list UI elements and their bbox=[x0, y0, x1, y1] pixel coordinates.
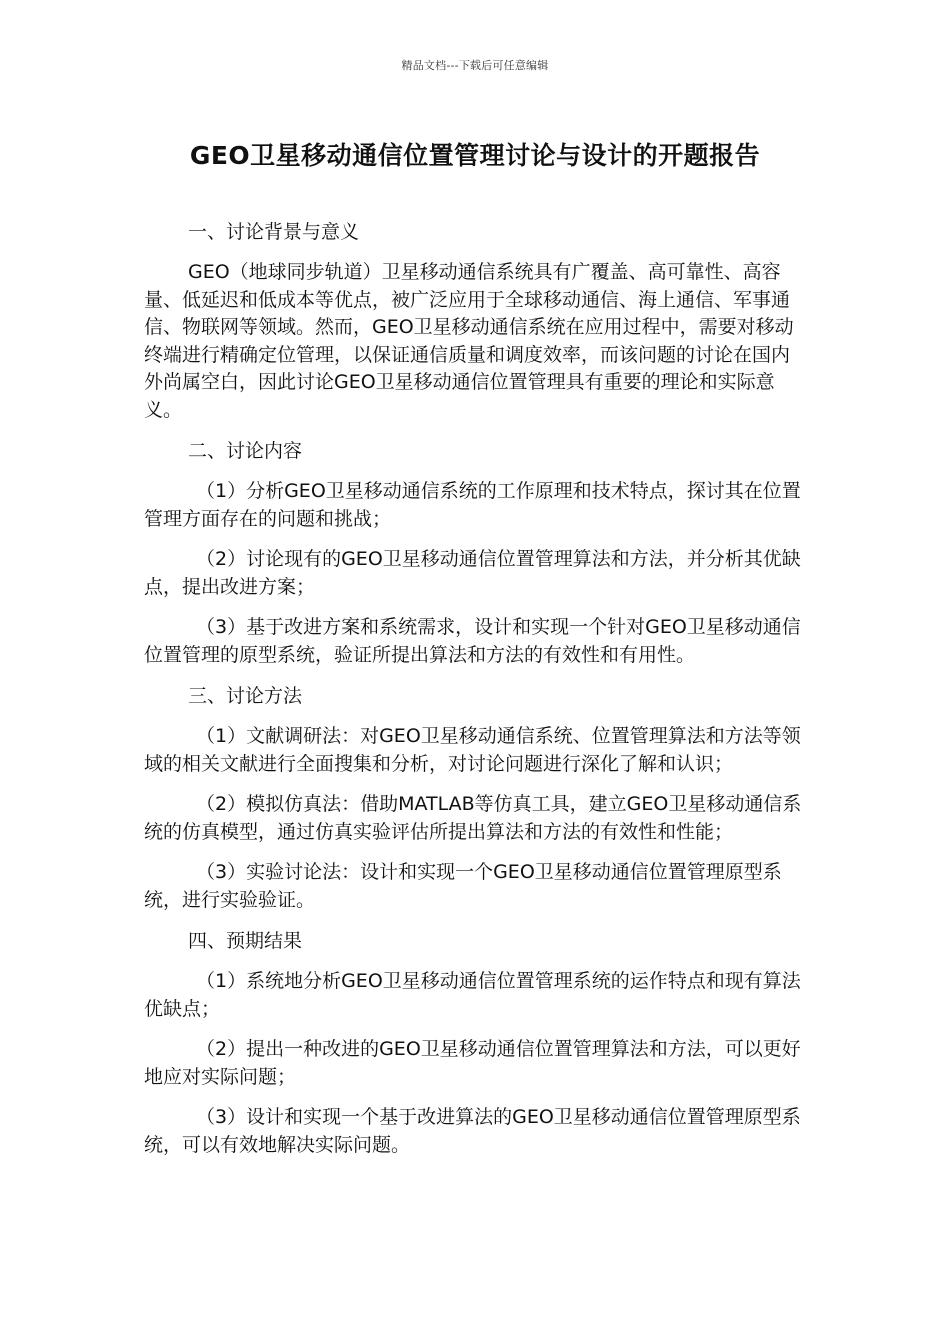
section-heading-methods: 三、讨论方法 bbox=[188, 685, 303, 707]
content-item-3: （3）基于改进方案和系统需求，设计和实现一个针对GEO卫星移动通信位置管理的原型系统，验证所提出算法和方法的有效性和有用性。 bbox=[144, 616, 801, 666]
method-item-3: （3）实验讨论法：设计和实现一个GEO卫星移动通信位置管理原型系统，进行实验验证。 bbox=[144, 861, 782, 911]
method-item-1: （1）文献调研法：对GEO卫星移动通信系统、位置管理算法和方法等领域的相关文献进行全面搜集和分析，对讨论问题进行深化了解和认识； bbox=[144, 725, 801, 775]
content-item-2: （2）讨论现有的GEO卫星移动通信位置管理算法和方法，并分析其优缺点，提出改进方案； bbox=[144, 548, 801, 598]
result-item-2: （2）提出一种改进的GEO卫星移动通信位置管理算法和方法，可以更好地应对实际问题； bbox=[144, 1038, 801, 1088]
section-heading-content: 二、讨论内容 bbox=[188, 440, 303, 462]
result-item-3: （3）设计和实现一个基于改进算法的GEO卫星移动通信位置管理原型系统，可以有效地解决实际问题。 bbox=[144, 1106, 801, 1156]
section-heading-results: 四、预期结果 bbox=[188, 930, 303, 952]
background-paragraph: GEO（地球同步轨道）卫星移动通信系统具有广覆盖、高可靠性、高容量、低延迟和低成本等优点，被广泛应用于全球移动通信、海上通信、军事通信、物联网等领域。然而，GEO卫星移动通信系统在应用过程中，需要对移动终端进行精确定位管理，以保证通信质量和调度效率，而该问题的讨论在国内外尚属空白，因此讨论GEO卫星移动通信位置管理具有重要的理论和实际意义。 bbox=[144, 261, 794, 421]
document-body bbox=[144, 218, 808, 1172]
section-heading-background: 一、讨论背景与意义 bbox=[188, 221, 360, 243]
header-note: 精品文档---下载后可任意编辑 bbox=[401, 59, 549, 72]
result-item-1: （1）系统地分析GEO卫星移动通信位置管理系统的运作特点和现有算法优缺点； bbox=[144, 970, 801, 1020]
content-item-1: （1）分析GEO卫星移动通信系统的工作原理和技术特点，探讨其在位置管理方面存在的问题和挑战； bbox=[144, 480, 801, 530]
document-title: GEO卫星移动通信位置管理讨论与设计的开题报告 bbox=[189, 141, 761, 170]
method-item-2: （2）模拟仿真法：借助MATLAB等仿真工具，建立GEO卫星移动通信系统的仿真模型，通过仿真实验评估所提出算法和方法的有效性和性能； bbox=[144, 793, 802, 843]
